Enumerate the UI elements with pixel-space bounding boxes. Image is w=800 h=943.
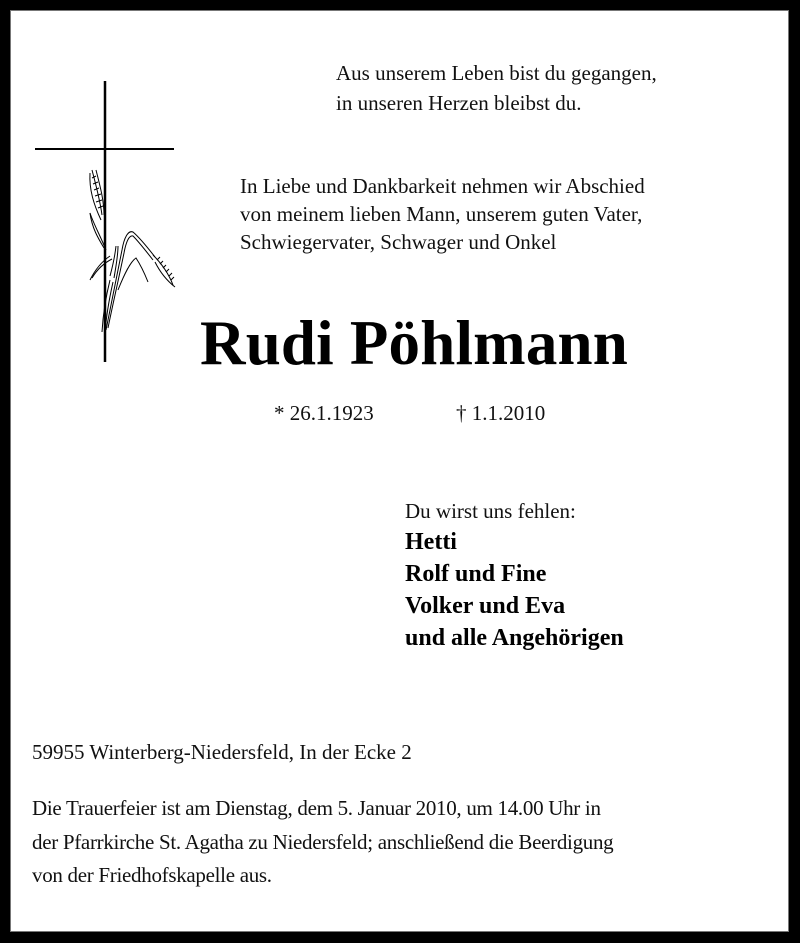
mourners [405, 496, 624, 654]
farewell-line: Schwiegervater, Schwager und Onkel [240, 230, 557, 254]
death-date: † 1.1.2010 [456, 401, 546, 425]
address: 59955 Winterberg-Niedersfeld, In der Ecke 2 [32, 740, 412, 764]
deceased-name: Rudi Pöhlmann [200, 308, 629, 378]
service-info [32, 792, 613, 893]
verse [336, 58, 657, 118]
mourner-name: Volker und Eva [405, 593, 566, 619]
service-line: Die Trauerfeier ist am Dienstag, dem 5. Januar 2010, um 14.00 Uhr in [32, 796, 601, 820]
verse-line: Aus unserem Leben bist du gegangen, [336, 61, 657, 85]
obituary-notice [10, 10, 789, 932]
verse-line: in unseren Herzen bleibst du. [336, 91, 582, 115]
mourner-name: Rolf und Fine [405, 561, 547, 587]
farewell-line: In Liebe und Dankbarkeit nehmen wir Abschied [240, 174, 645, 198]
service-line: von der Friedhofskapelle aus. [32, 863, 272, 887]
mourner-name: und alle Angehörigen [405, 625, 624, 651]
cross-with-wheat-icon [10, 10, 210, 390]
mourners-intro: Du wirst uns fehlen: [405, 499, 576, 523]
birth-date: * 26.1.1923 [274, 401, 374, 425]
farewell-text [240, 172, 645, 256]
service-line: der Pfarrkirche St. Agatha zu Niedersfeld; anschließend die Beerdigung [32, 829, 614, 854]
mourner-name: Hetti [405, 529, 457, 555]
farewell-line: von meinem lieben Mann, unserem guten Vater, [240, 202, 643, 226]
